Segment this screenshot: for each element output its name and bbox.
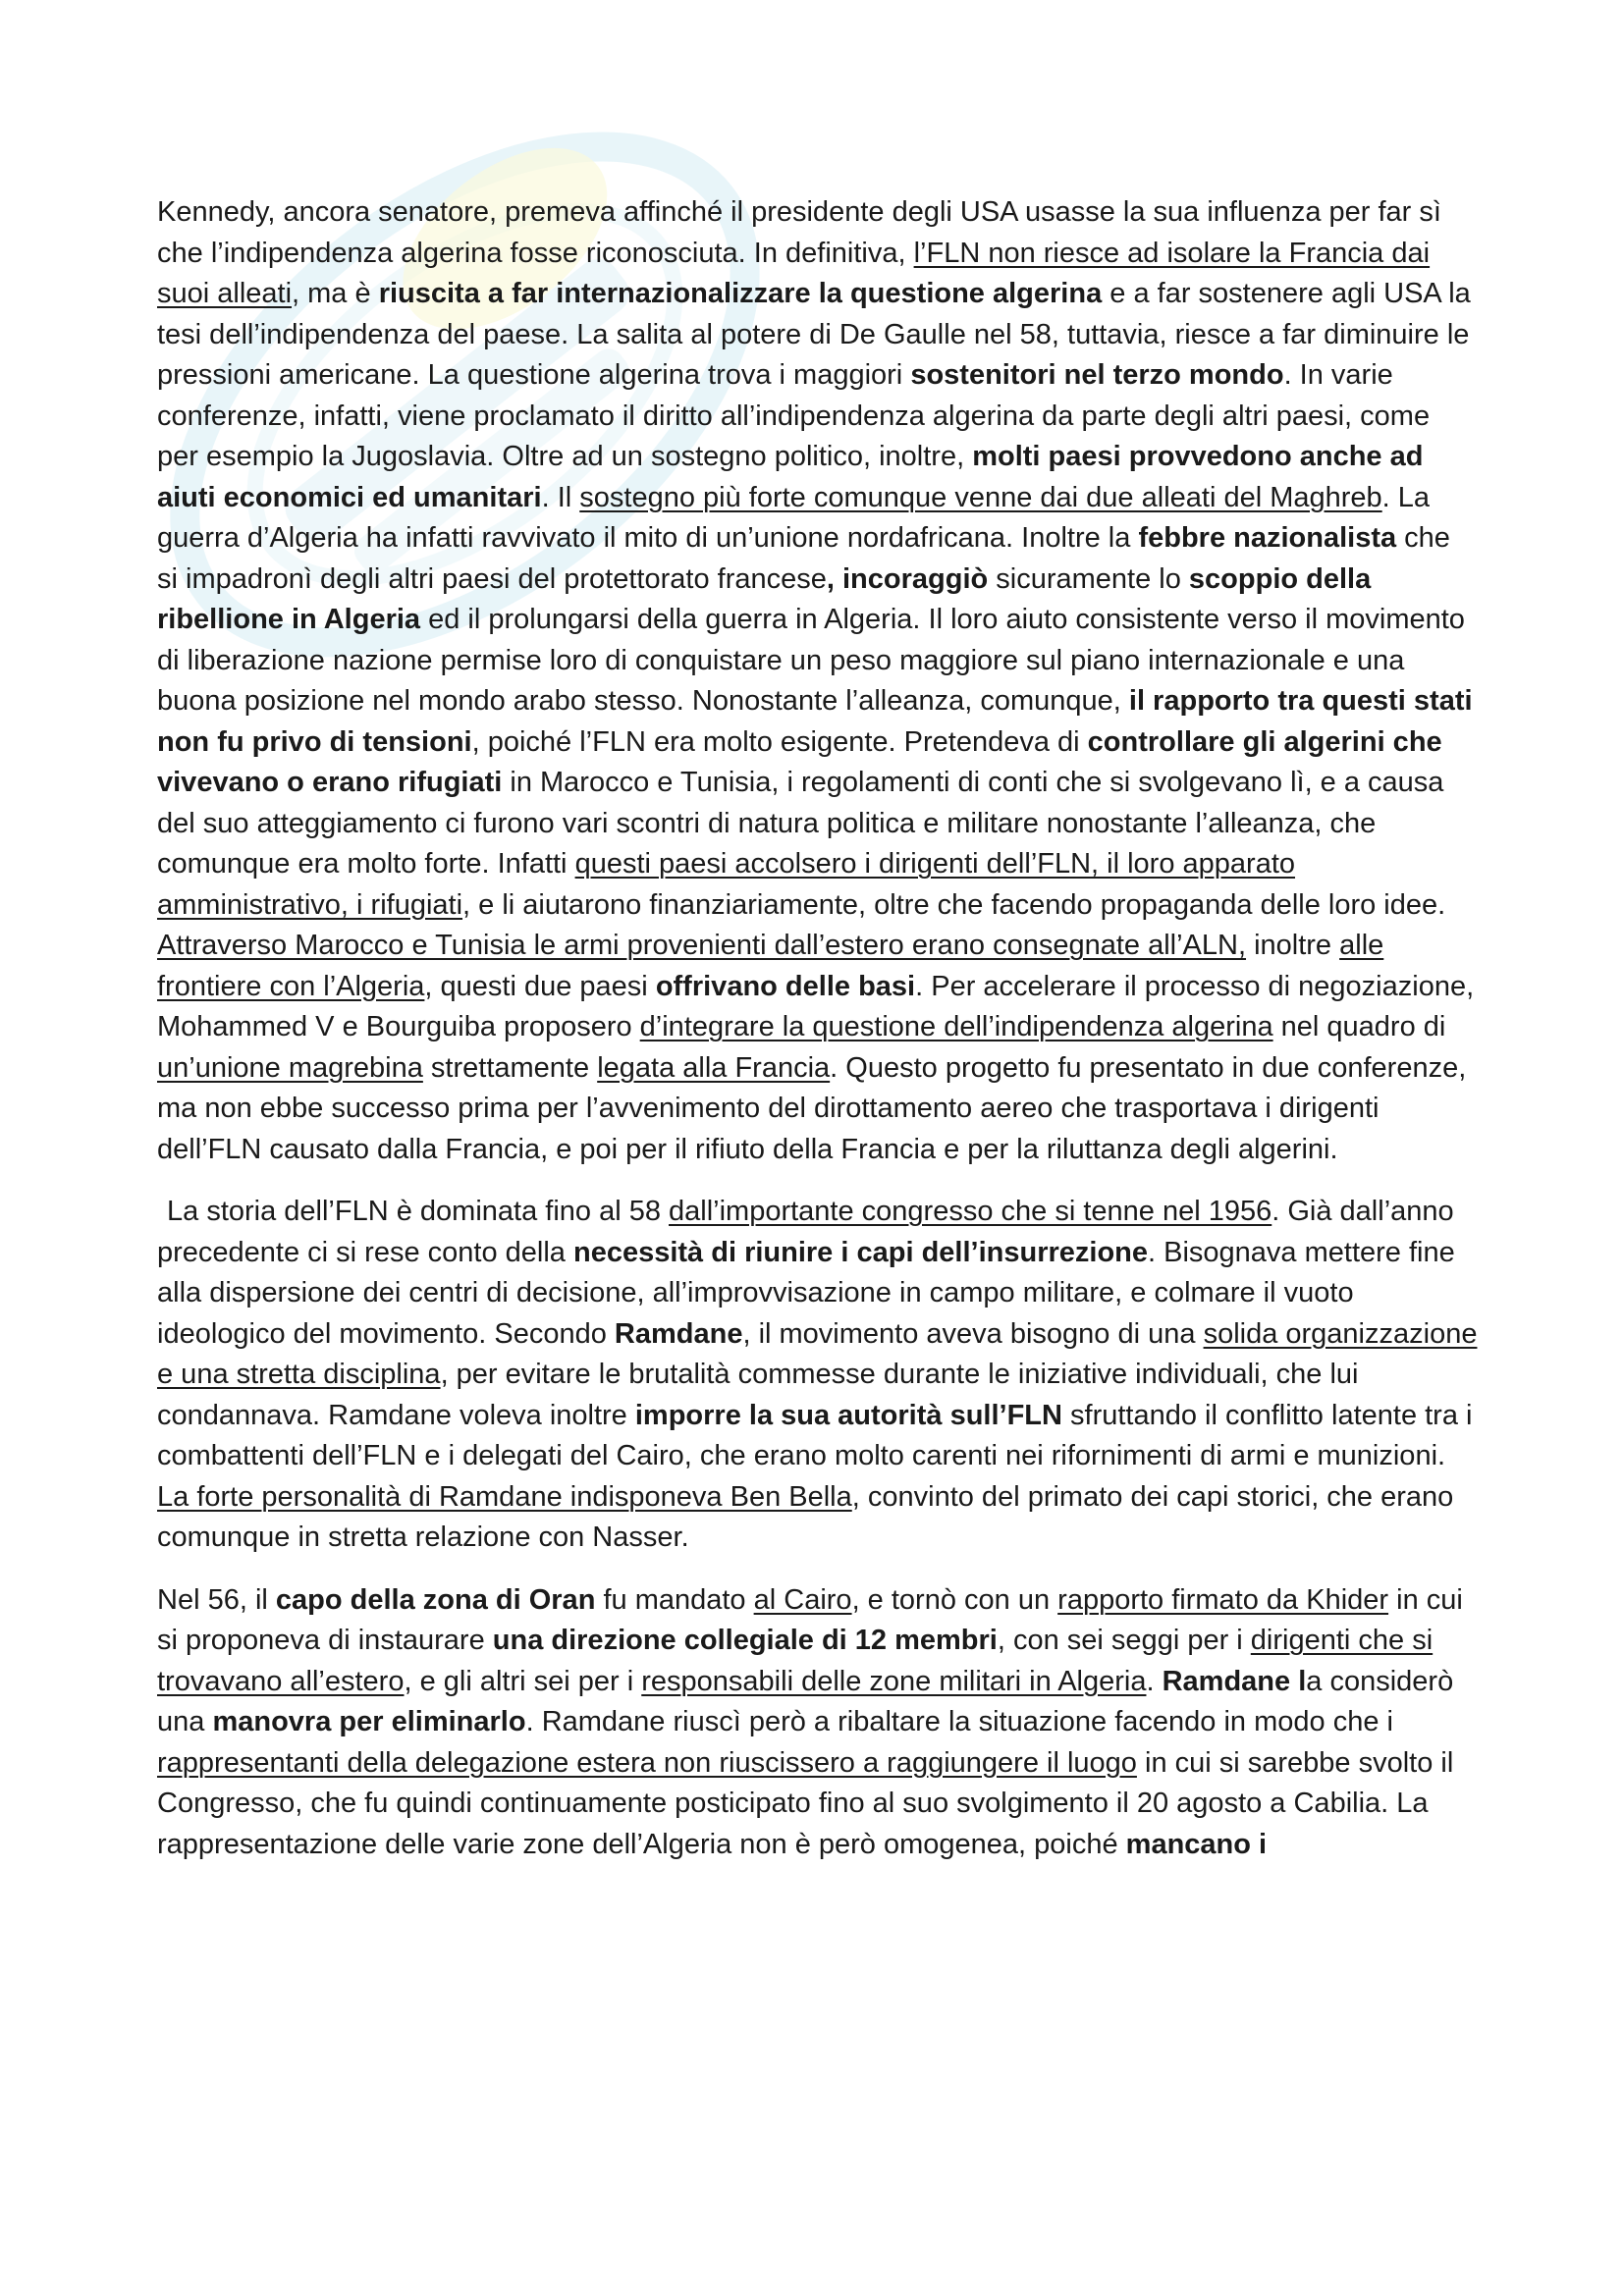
text-run: La storia dell’FLN è dominata fino al 58 [167,1196,670,1227]
bold-text: controllare gli algerini che vivevano o erano rifugiati [157,725,1442,798]
text-run: inoltre [1246,930,1340,961]
underlined-text: rappresentanti della delegazione estera non riuscissero a raggiungere il luogo [157,1746,1137,1779]
document-body [157,192,1478,1887]
bold-text: offrivano delle basi [655,970,916,1002]
text-run: , per evitare le brutalità commesse durante le iniziative individuali, che lui condannava. Ramdane voleva inoltre [157,1359,1359,1431]
underlined-text: un’unione magrebina [157,1051,423,1084]
text-run: . La guerra d’Algeria ha infatti ravvivato il mito di un’unione nordafricana. Inoltre la [157,481,1431,554]
underlined-text: solida organizzazione e una stretta disciplina [157,1317,1478,1390]
underlined-text: Attraverso Marocco e Tunisia le armi provenienti dall’estero erano consegnate all’ALN, [157,930,1247,961]
text-run: , con sei seggi per i [997,1625,1251,1656]
underlined-text: legata alla Francia [597,1051,831,1084]
text-run: , e li aiutarono finanziariamente, oltre che facendo propaganda delle loro idee. [462,888,1446,921]
underlined-text: d’integrare la questione dell’indipendenza algerina [639,1011,1273,1042]
text-run: sfruttando il conflitto latente tra i combattenti dell’FLN e i delegati del Cairo, che erano molto carenti nei rifornimenti di armi e munizioni. [157,1399,1473,1471]
bold-text: , incoraggiò [826,562,989,595]
text-run: , poiché l’FLN era molto esigente. Pretendeva di [471,725,1088,758]
bold-text: Ramdane l [1162,1665,1307,1697]
paragraph-p1 [157,192,1478,1170]
text-run: Nel 56, il [157,1583,276,1616]
bold-text: imporre la sua autorità sull’FLN [634,1399,1062,1431]
text-run: e a far sostenere agli USA la tesi dell’indipendenza del paese. La salita al potere di De Gaulle nel 58, tuttavia, riesce a far diminuire le pressioni americane. La questione algerina trova i maggiori [157,278,1471,391]
text-run: . Già dall’anno precedente ci si rese conto della [157,1196,1454,1268]
text-run: . [1146,1665,1163,1697]
text-run: . Il [541,481,580,513]
text-run: sicuramente lo [988,562,1189,595]
underlined-text: rapporto firmato da Khider [1057,1583,1389,1616]
bold-text: febbre nazionalista [1138,522,1397,554]
text-run: , ma è [292,278,379,309]
underlined-text: responsabili delle zone militari in Algeria [641,1665,1147,1697]
bold-text: capo della zona di Oran [275,1583,596,1616]
bold-text: Ramdane [614,1317,743,1350]
bold-text: molti paesi provvedono anche ad aiuti economici ed umanitari [157,441,1424,513]
bold-text: mancano i [1125,1828,1268,1860]
text-run: in Marocco e Tunisia, i regolamenti di conti che si svolgevano lì, e a causa del suo atteggiamento ci furono vari scontri di natura politica e militare nonostante l’alleanza, che comunque era molto forte. Infatti [157,767,1444,880]
text-run: che si impadronì degli altri paesi del protettorato francese [157,522,1450,595]
text-run: a considerò una [157,1665,1454,1737]
text-run: ed il prolungarsi della guerra in Algeria. Il loro aiuto consistente verso il movimento di liberazione nazione permise loro di conquistare un peso maggiore sul piano internazionale e una buona posizione nel mondo arabo stesso. Nonostante l’alleanza, comunque, [157,604,1465,717]
underlined-text: l’FLN non riesce ad isolare la Francia dai suoi alleati [157,237,1431,309]
text-run: , e tornò con un [851,1583,1058,1616]
bold-text: scoppio della ribellione in Algeria [157,562,1372,635]
text-run: . Questo progetto fu presentato in due conferenze, ma non ebbe successo prima per l’avvenimento del dirottamento aereo che trasportava i dirigenti dell’FLN causato dalla Francia, e poi per il rifiuto della Francia e per la riluttanza degli algerini. [157,1051,1467,1165]
underlined-text: dall’importante congresso che si tenne nel 1956 [669,1196,1272,1227]
text-run: , convinto del primato dei capi storici, che erano comunque in stretta relazione con Nasser. [157,1480,1454,1553]
underlined-text: alle frontiere con l’Algeria [157,930,1384,1002]
bold-text: riuscita a far internazionalizzare la questione algerina [378,278,1103,309]
bold-text: manovra per eliminarlo [212,1706,526,1737]
bold-text: necessità di riunire i capi dell’insurrezione [572,1236,1149,1268]
underlined-text: La forte personalità di Ramdane indisponeva Ben Bella [157,1480,852,1513]
text-run: strettamente [422,1051,598,1084]
text-run: nel quadro di [1272,1011,1446,1042]
text-run: . Ramdane riuscì però a ribaltare la situazione facendo in modo che i [525,1706,1393,1737]
text-run: fu mandato [595,1583,754,1616]
text-run: in cui si sarebbe svolto il Congresso, che fu quindi continuamente posticipato fino al suo svolgimento il 20 agosto a Cabilia. La rappresentazione delle varie zone dell’Algeria non è però omogenea, poiché [157,1746,1454,1860]
underlined-text: dirigenti che si trovavano all’estero [157,1625,1434,1697]
underlined-text: questi paesi accolsero i dirigenti dell’FLN, il loro apparato amministrativo, i rifugiati [157,848,1296,921]
text-run: , il movimento aveva bisogno di una [742,1317,1204,1350]
bold-text: il rapporto tra questi stati non fu privo di tensioni [157,685,1473,758]
paragraph-p2 [157,1192,1478,1559]
text-run: . Bisognava mettere fine alla dispersione dei centri di decisione, all’improvvisazione in campo militare, e colmare il vuoto ideologico del movimento. Secondo [157,1236,1455,1350]
underlined-text: al Cairo [753,1583,852,1616]
underlined-text: sostegno più forte comunque venne dai due alleati del Maghreb [579,481,1382,513]
text-run: . In varie conferenze, infatti, viene proclamato il diritto all’indipendenza algerina da parte degli altri paesi, come per esempio la Jugoslavia. Oltre ad un sostegno politico, inoltre, [157,359,1431,472]
text-run: in cui si proponeva di instaurare [157,1583,1463,1656]
paragraph-p3 [157,1580,1478,1866]
bold-text: sostenitori nel terzo mondo [910,359,1284,391]
bold-text: una direzione collegiale di 12 membri [492,1625,998,1656]
text-run: Kennedy, ancora senatore, premeva affinché il presidente degli USA usasse la sua influenza per far sì che l’indipendenza algerina fosse riconosciuta. In definitiva, [157,196,1441,269]
text-run: , e gli altri sei per i [404,1665,642,1697]
text-run: , questi due paesi [424,970,656,1002]
text-run: . Per accelerare il processo di negoziazione, Mohammed V e Bourguiba proposero [157,970,1475,1042]
